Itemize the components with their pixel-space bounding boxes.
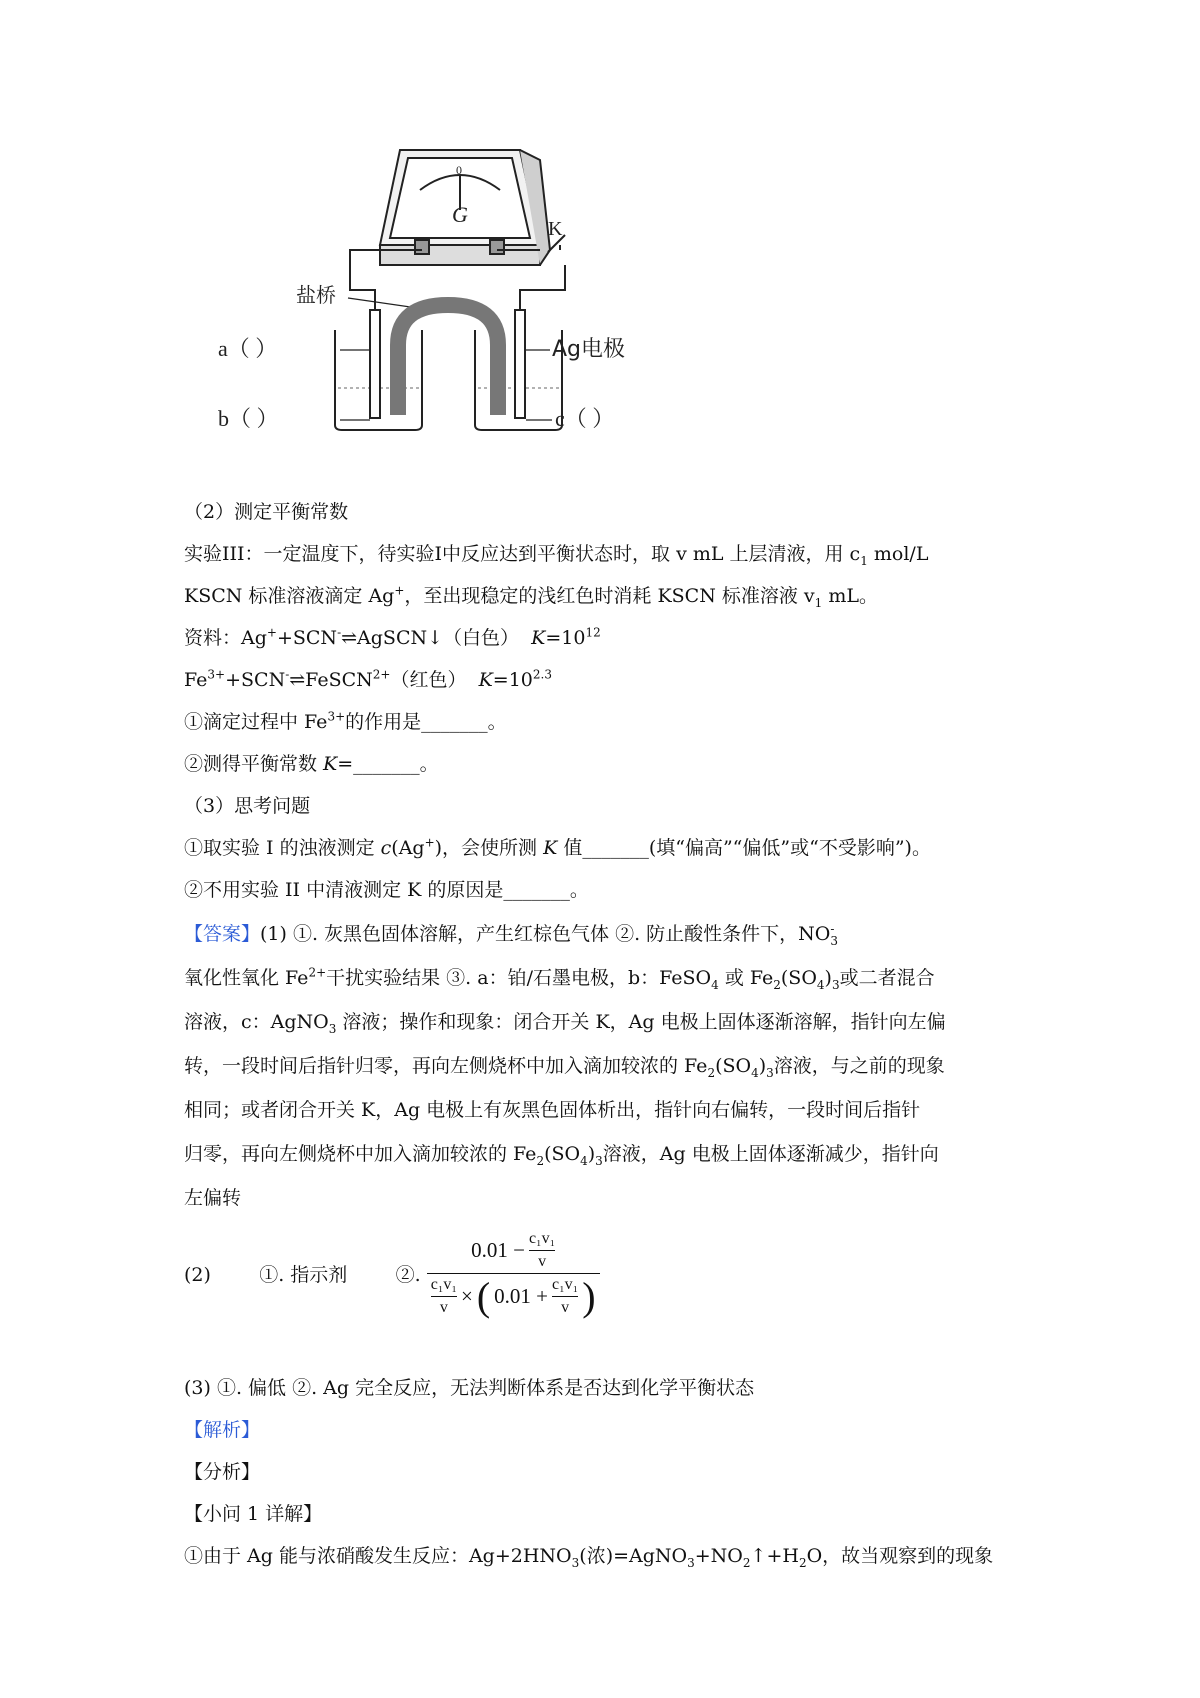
q2-1: ①滴定过程中 $Fe^{3+}$的作用是_______。 bbox=[184, 709, 507, 733]
answer-line6: 归零，再向左侧烧杯中加入滴加较浓的 $Fe_2(SO_4)_3$溶液，Ag 电极上固体逐渐减少，指针向 bbox=[184, 1143, 939, 1168]
salt-bridge bbox=[398, 305, 498, 415]
q3-1: ①取实验 I 的浊液测定 c(Ag+)，会使所测 K 值_______(填“偏高”“偏低”或“不受影响”)。 bbox=[184, 835, 931, 859]
ag-electrode-label: Ag电极 bbox=[552, 337, 626, 362]
answer-line1: 【答案】(1) ①. 灰黑色固体溶解，产生红棕色气体 ②. 防止酸性条件下，NO - 3 bbox=[184, 922, 839, 948]
zero-mark: 0 bbox=[456, 163, 462, 177]
answer-line5: 相同；或者闭合开关 K，Ag 电极上有灰黑色固体析出，指针向右偏转，一段时间后指针 bbox=[184, 1099, 921, 1121]
last-line: ①由于 Ag 能与浓硝酸发生反应：$Ag+2HNO_3$(浓)$=AgNO_3+NO_2↑+H_2O$，故当观察到的现象 bbox=[184, 1545, 994, 1570]
galvanometer-label: G bbox=[452, 202, 468, 227]
answer-tag: 【答案】 bbox=[184, 923, 261, 945]
data-line1: 资料：Ag++SCN-⇌AgSCN↓（白色） $K=10^{12}$ bbox=[184, 625, 601, 649]
electrochemical-cell-diagram bbox=[218, 140, 750, 480]
sub1-tag: 【小问 1 详解】 bbox=[184, 1503, 323, 1525]
switch-label: K bbox=[548, 218, 563, 240]
q3-title: （3）思考问题 bbox=[184, 795, 311, 817]
answer-line4: 转，一段时间后指针归零，再向左侧烧杯中加入滴加较浓的 $Fe_2(SO_4)_3$溶液，与之前的现象 bbox=[184, 1055, 945, 1080]
answer-line7: 左偏转 bbox=[184, 1187, 242, 1209]
q2-2: ②测得平衡常数 K=_______。 bbox=[184, 753, 439, 775]
data-line2: $Fe^{3+}+SCN^-\rightleftharpoons FeSCN^{2+}$（红色） $K=10^{2.3}$ bbox=[184, 667, 552, 691]
q3-2: ②不用实验 II 中清液测定 K 的原因是_______。 bbox=[184, 879, 589, 901]
label-c: c（ ） bbox=[555, 406, 615, 431]
answer-line9: (3) ①. 偏低 ②. Ag 完全反应，无法判断体系是否达到化学平衡状态 bbox=[184, 1377, 755, 1399]
answer-line2: 氧化性氧化 $Fe^{2+}$干扰实验结果 ③. a：铂/石墨电极，b：FeSO$_4$ 或 $Fe_2(SO_4)_3$或二者混合 bbox=[184, 965, 935, 992]
ag-electrode bbox=[515, 310, 525, 418]
fenxi-tag: 【分析】 bbox=[184, 1461, 261, 1483]
exp3-line1: 实验III：一定温度下，待实验I中反应达到平衡状态时，取 v mL 上层清液，用 $c_1$ mol/L bbox=[184, 543, 929, 568]
k-formula: 0.01 − $\frac{\text{c₁v₁}}{v}$ $\frac{\text{c₁v₁}}{v}$ × ( 0.01 + $\frac{\text{c₁v₁}}{v}$ ) bbox=[427, 1230, 600, 1317]
salt-bridge-label: 盐桥 bbox=[296, 283, 336, 307]
answer-line3: 溶液，c：AgNO$_3$ 溶液；操作和现象：闭合开关 K，Ag 电极上固体逐渐溶解，指针向左偏 bbox=[184, 1011, 946, 1036]
answer-line8: (2) ①. 指示剂 ②. 0.01 − $\frac{\text{c₁v₁}}{v}$ $\frac{\text{c₁v₁}}{v}$ × ( 0.01 + $\frac{\text{c₁v₁}}{v}$ ) bbox=[184, 1230, 600, 1317]
analysis-tag: 【解析】 bbox=[184, 1419, 261, 1441]
label-a: a（ ） bbox=[218, 336, 278, 361]
label-b: b（ ） bbox=[218, 406, 279, 431]
left-electrode bbox=[370, 310, 380, 418]
exp3-line2: KSCN 标准溶液滴定 Ag+，至出现稳定的浅红色时消耗 KSCN 标准溶液 $v_1$ mL。 bbox=[184, 583, 878, 610]
q2-title: （2）测定平衡常数 bbox=[184, 501, 349, 523]
